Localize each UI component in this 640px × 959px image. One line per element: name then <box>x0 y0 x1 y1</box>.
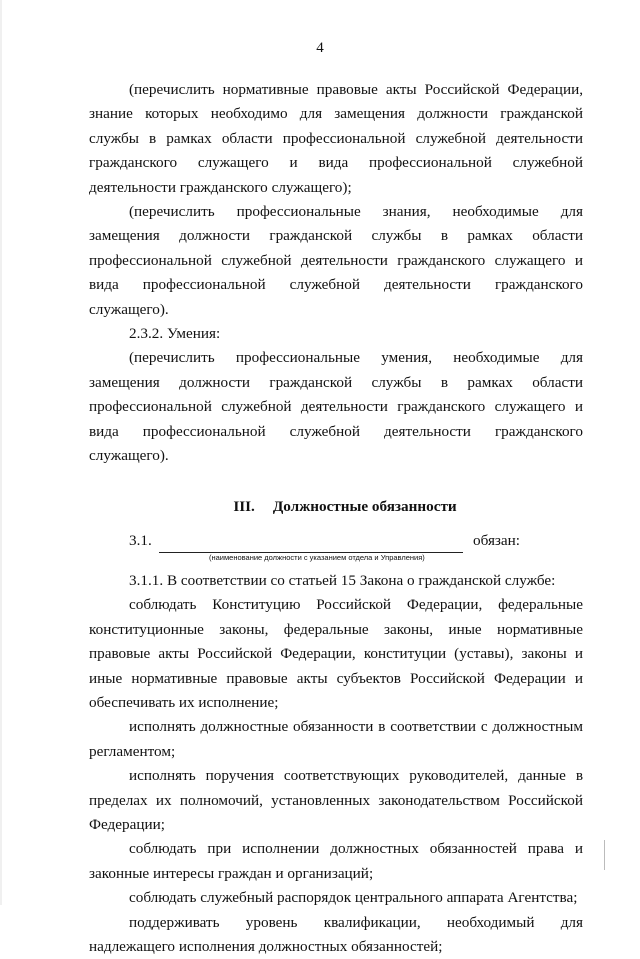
page-number: 4 <box>316 40 324 56</box>
section-heading <box>89 495 583 519</box>
paragraph-article-15: 3.1.1. В соответствии со статьей 15 Закона о гражданской службе: <box>129 571 556 589</box>
duty-regulations: исполнять должностные обязанности в соответствии с должностным регламентом; <box>89 718 583 760</box>
duty-orders: исполнять поручения соответствующих руководителей, данные в пределах их полномочий, установленных законодательством Российской Федерации; <box>89 767 583 833</box>
paragraph-professional-skills: (перечислить профессиональные умения, необходимые для замещения должности гражданской службы в рамках области профессиональной служебной деятельности гражданского служащего и вида профессиональной служебной деятельности гражданского служащего). <box>89 349 583 465</box>
field-trailing-text: обязан: <box>473 531 521 549</box>
section-number: III. <box>233 497 255 515</box>
duty-constitution: соблюдать Конституцию Российской Федерации, федеральные конституционные законы, федеральные законы, иные нормативные правовые акты Российской Федерации, конституции (уставы), законы и иные нормативные правовые акты субъектов Российской Федерации и обеспечивать их исполнение; <box>89 596 583 711</box>
duty-qualification: поддерживать уровень квалификации, необходимый для надлежащего исполнения должностных обязанностей; <box>89 913 583 955</box>
paragraph-legal-acts: (перечислить нормативные правовые акты Российской Федерации, знание которых необходимо для замещения должности гражданской службы в рамках области профессиональной служебной деятельности гражданского служащего и вида профессиональной служебной деятельности гражданского служащего); <box>89 81 583 196</box>
paragraph-professional-knowledge: (перечислить профессиональные знания, необходимые для замещения должности гражданской службы в рамках области профессиональной служебной деятельности гражданского служащего и вида профессиональной служебной деятельности гражданского служащего). <box>89 203 583 318</box>
position-field-row <box>129 529 583 553</box>
subsection-skills-heading: 2.3.2. Умения: <box>129 325 221 343</box>
position-blank-line <box>159 536 463 553</box>
position-field-caption: (наименование должности с указанием отдела и Управления) <box>209 552 425 562</box>
section-title: Должностные обязанности <box>272 497 457 515</box>
scan-artifact-mark <box>604 840 605 870</box>
field-lead-number: 3.1. <box>129 531 152 549</box>
duty-work-schedule: соблюдать служебный распорядок центрального аппарата Агентства; <box>129 889 578 907</box>
scan-edge-shadow <box>0 0 2 905</box>
duty-citizens-rights: соблюдать при исполнении должностных обязанностей права и законные интересы граждан и организаций; <box>89 840 583 882</box>
document-body <box>89 78 583 959</box>
